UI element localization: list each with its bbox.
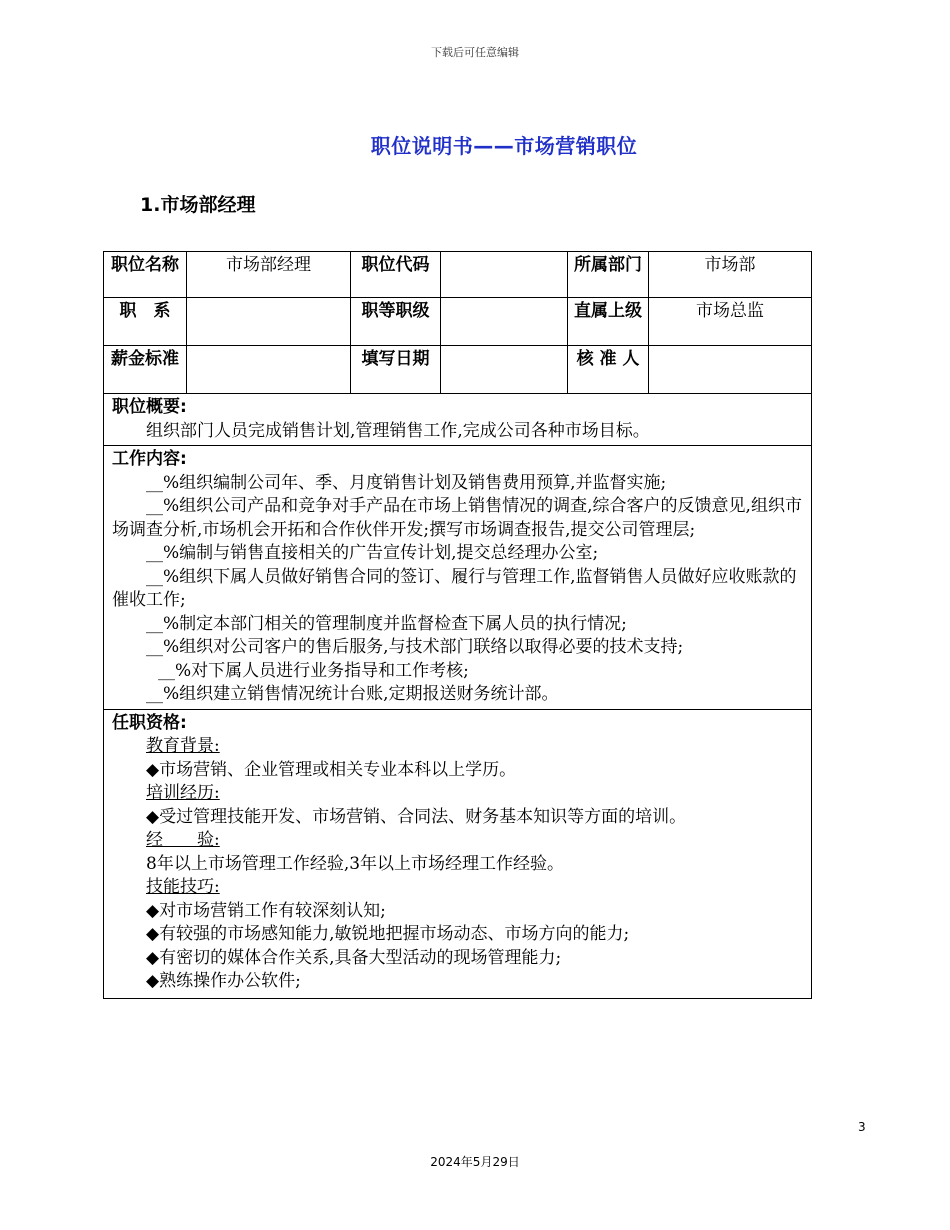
value-grade — [441, 298, 568, 346]
summary-title: 职位概要: — [112, 397, 187, 417]
label-position-name: 职位名称 — [104, 252, 187, 298]
experience-label: 经 验: — [146, 830, 220, 850]
duty-item: __%组织建立销售情况统计台账,定期报送财务统计部。 — [146, 684, 559, 704]
duties-section — [104, 446, 812, 710]
duties-title: 工作内容: — [112, 449, 187, 469]
table-row — [104, 446, 812, 710]
value-fill-date — [441, 346, 568, 394]
duty-item: __%编制与销售直接相关的广告宣传计划,提交总经理办公室; — [146, 543, 599, 563]
duty-item: __%制定本部门相关的管理制度并监督检查下属人员的执行情况; — [146, 613, 627, 634]
qualifications-section — [104, 709, 812, 998]
duty-item: __%组织公司产品和竞争对手产品在市场上销售情况的调查,综合客户的反馈意见,组织市场调查分析,市场机会开拓和合作伙伴开发;撰写市场调查报告,提交公司管理层; — [112, 496, 802, 540]
document-title: 职位说明书——市场营销职位 — [370, 134, 638, 158]
label-department: 所属部门 — [568, 252, 649, 298]
skills-label: 技能技巧: — [146, 877, 220, 897]
table-row — [104, 252, 812, 298]
job-description-table — [103, 251, 812, 999]
duty-item: __%组织对公司客户的售后服务,与技术部门联络以取得必要的技术支持; — [146, 637, 684, 657]
label-job-family: 职 系 — [104, 298, 187, 346]
summary-text: 组织部门人员完成销售计划,管理销售工作,完成公司各种市场目标。 — [146, 420, 650, 441]
education-text: ◆市场营销、企业管理或相关专业本科以上学历。 — [146, 759, 517, 780]
label-salary: 薪金标准 — [104, 346, 187, 394]
skill-item: ◆有较强的市场感知能力,敏锐地把握市场动态、市场方向的能力; — [146, 924, 630, 944]
value-approver — [649, 346, 812, 394]
table-row — [104, 346, 812, 394]
training-label: 培训经历: — [146, 783, 220, 803]
qualifications-title: 任职资格: — [112, 712, 187, 733]
label-position-code: 职位代码 — [351, 252, 441, 298]
table-row — [104, 709, 812, 998]
training-text: ◆受过管理技能开发、市场营销、合同法、财务基本知识等方面的培训。 — [146, 806, 687, 827]
table-row — [104, 298, 812, 346]
value-supervisor: 市场总监 — [649, 298, 812, 346]
value-job-family — [187, 298, 351, 346]
duty-item: __%组织下属人员做好销售合同的签订、履行与管理工作,监督销售人员做好应收账款的催收工作; — [112, 566, 797, 610]
section-heading: 1.市场部经理 — [140, 194, 256, 216]
label-approver: 核 准 人 — [568, 346, 649, 394]
duty-item: __%组织编制公司年、季、月度销售计划及销售费用预算,并监督实施; — [146, 472, 667, 493]
skill-item: ◆熟练操作办公软件; — [146, 971, 301, 991]
page-number: 3 — [858, 1120, 866, 1134]
education-label: 教育背景: — [146, 736, 220, 756]
value-position-code — [441, 252, 568, 298]
skill-item: ◆对市场营销工作有较深刻认知; — [146, 900, 386, 921]
table-row — [104, 394, 812, 446]
label-grade: 职等职级 — [351, 298, 441, 346]
value-department: 市场部 — [649, 252, 812, 298]
experience-text: 8年以上市场管理工作经验,3年以上市场经理工作经验。 — [146, 853, 565, 874]
footer-date: 2024年5月29日 — [430, 1155, 520, 1169]
value-salary — [187, 346, 351, 394]
value-position-name: 市场部经理 — [187, 252, 351, 298]
skill-item: ◆有密切的媒体合作关系,具备大型活动的现场管理能力; — [146, 947, 562, 968]
header-note: 下载后可任意编辑 — [431, 46, 519, 59]
label-fill-date: 填写日期 — [351, 346, 441, 394]
summary-section — [104, 394, 812, 446]
label-supervisor: 直属上级 — [568, 298, 649, 346]
duty-item: __%对下属人员进行业务指导和工作考核; — [158, 660, 469, 681]
